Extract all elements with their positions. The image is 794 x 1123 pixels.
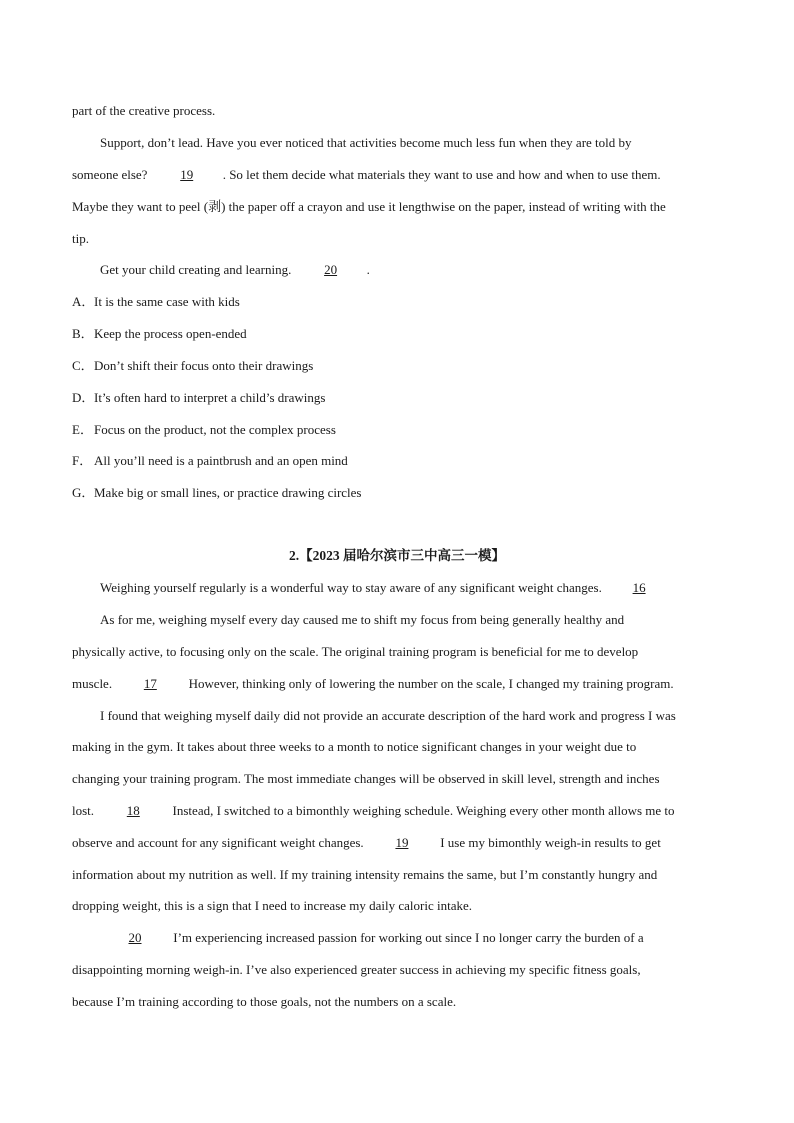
text-run: . So let them decide what materials they want to use and how and when to use them. <box>222 167 661 182</box>
paragraph-line: As for me, weighing myself every day caused me to shift my focus from being generally healthy and <box>100 612 625 627</box>
option-item <box>72 358 313 374</box>
text-run: Weighing yourself regularly is a wonderful way to stay aware of any significant weight changes. <box>100 580 602 595</box>
option-text: It is the same case with kids <box>94 294 240 309</box>
text-run: I’m experiencing increased passion for working out since I no longer carry the burden of a <box>173 930 644 945</box>
answer-blank: 20 <box>128 930 142 945</box>
paragraph-line: changing your training program. The most immediate changes will be observed in skill level, strength and inches <box>72 771 660 786</box>
option-item <box>72 453 348 469</box>
option-key: C． <box>72 358 94 373</box>
text-run: muscle. <box>72 676 113 691</box>
option-item <box>72 485 362 501</box>
section-heading: 2.【2023 届哈尔滨市三中高三一模】 <box>289 548 505 563</box>
paragraph-line: dropping weight, this is a sign that I need to increase my daily caloric intake. <box>72 898 473 913</box>
option-key: G． <box>72 485 95 500</box>
text-run: I use my bimonthly weigh-in results to get <box>440 835 661 850</box>
text-run: lost. <box>72 803 95 818</box>
option-text: Don’t shift their focus onto their drawings <box>94 358 314 373</box>
answer-blank: 19 <box>180 167 194 182</box>
paragraph-line <box>100 930 644 946</box>
answer-blank: 19 <box>395 835 409 850</box>
text-run: someone else? <box>72 167 148 182</box>
text-run: However, thinking only of lowering the number on the scale, I changed my training program. <box>188 676 674 691</box>
paragraph-line: part of the creative process. <box>72 103 216 118</box>
paragraph-line <box>72 167 661 183</box>
paragraph-line: information about my nutrition as well. If my training intensity remains the same, but I’m constantly hungry and <box>72 867 658 882</box>
paragraph-line: because I’m training according to those goals, not the numbers on a scale. <box>72 994 457 1009</box>
answer-blank: 20 <box>324 262 338 277</box>
paragraph-line: I found that weighing myself daily did not provide an accurate description of the hard work and progress I was <box>100 708 676 723</box>
option-key: D． <box>72 390 95 405</box>
paragraph-line <box>100 580 673 596</box>
text-run: Get your child creating and learning. <box>100 262 292 277</box>
paragraph-line <box>72 803 675 819</box>
option-text: Keep the process open-ended <box>94 326 247 341</box>
text-run: . <box>366 262 370 277</box>
paragraph-line: disappointing morning weigh-in. I’ve also experienced greater success in achieving my specific fitness goals, <box>72 962 641 977</box>
option-text: It’s often hard to interpret a child’s drawings <box>94 390 326 405</box>
option-key: B． <box>72 326 94 341</box>
option-item <box>72 390 325 406</box>
option-text: Make big or small lines, or practice drawing circles <box>94 485 362 500</box>
paragraph-line <box>72 835 661 851</box>
paragraph-line: making in the gym. It takes about three weeks to a month to notice significant changes in your weight due to <box>72 739 637 754</box>
text-run: Instead, I switched to a bimonthly weighing schedule. Weighing every other month allows me to <box>172 803 675 818</box>
option-item <box>72 422 336 438</box>
paragraph-line <box>72 676 674 692</box>
paragraph-line: tip. <box>72 231 89 246</box>
answer-blank: 16 <box>632 580 646 595</box>
paragraph-line: Support, don’t lead. Have you ever noticed that activities become much less fun when they are told by <box>100 135 632 150</box>
text-run: observe and account for any significant weight changes. <box>72 835 364 850</box>
option-key: A． <box>72 294 95 309</box>
paragraph-line: Maybe they want to peel (剥) the paper off a crayon and use it lengthwise on the paper, instead of writing with the <box>72 199 666 214</box>
option-key: F． <box>72 453 93 468</box>
paragraph-line <box>100 262 370 278</box>
answer-blank: 18 <box>126 803 140 818</box>
option-item <box>72 294 240 310</box>
option-text: All you’ll need is a paintbrush and an open mind <box>94 453 348 468</box>
option-key: E． <box>72 422 93 437</box>
option-item <box>72 326 247 342</box>
option-text: Focus on the product, not the complex process <box>94 422 336 437</box>
paragraph-line: physically active, to focusing only on the scale. The original training program is beneficial for me to develop <box>72 644 639 659</box>
answer-blank: 17 <box>143 676 157 691</box>
